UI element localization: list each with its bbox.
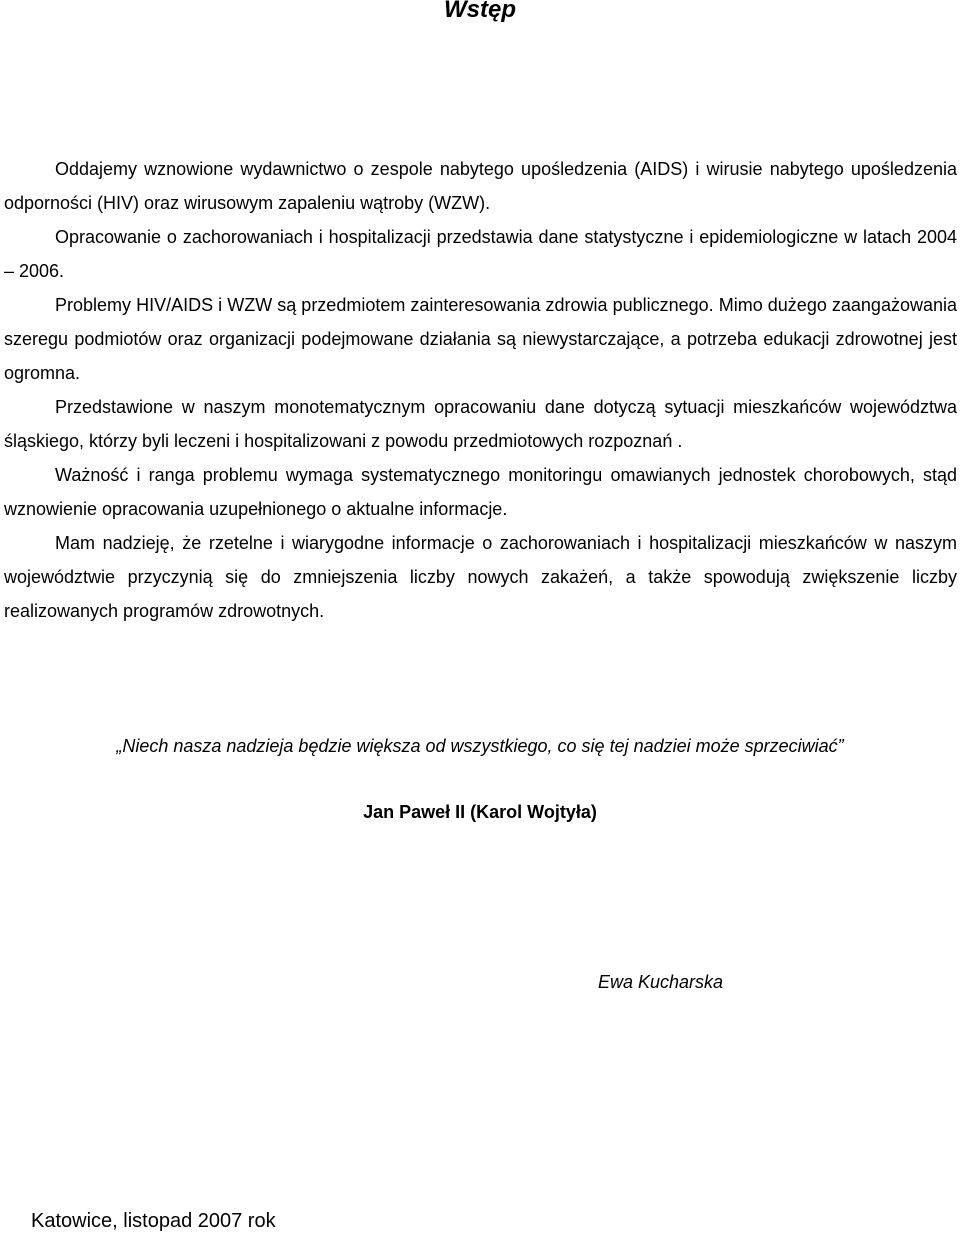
paragraph-public-health: Problemy HIV/AIDS i WZW są przedmiotem zainteresowania zdrowia publicznego. Mimo dużego zaangażowania szeregu podmiotów oraz organizacji podejmowane działania są niewystarczające, a potrzeba edukacji zdrowotnej jest ogromna. <box>4 295 957 383</box>
introduction-body <box>4 152 957 628</box>
place-date: Katowice, listopad 2007 rok <box>31 1210 276 1232</box>
paragraph-region-data: Przedstawione w naszym monotematycznym opracowaniu dane dotyczą sytuacji mieszkańców województwa śląskiego, którzy byli leczeni i hospitalizowani z powodu przedmiotowych rozpoznań . <box>4 397 957 451</box>
quote: „Niech nasza nadzieja będzie większa od wszystkiego, co się tej nadziei może sprzeciwiać” <box>116 736 844 756</box>
paragraph-hope: Mam nadzieję, że rzetelne i wiarygodne informacje o zachorowaniach i hospitalizacji mieszkańców w naszym województwie przyczynią się do zmniejszenia liczby nowych zakażeń, a także spowodują zwiększenie liczby realizowanych programów zdrowotnych. <box>4 533 957 621</box>
paragraph-publication: Oddajemy wznowione wydawnictwo o zespole nabytego upośledzenia (AIDS) i wirusie nabytego upośledzenia odporności (HIV) oraz wirusowym zapaleniu wątroby (WZW). <box>4 159 957 213</box>
quote-author: Jan Paweł II (Karol Wojtyła) <box>363 802 597 822</box>
page-title: Wstęp <box>444 0 516 23</box>
paragraph-study-scope: Opracowanie o zachorowaniach i hospitalizacji przedstawia dane statystyczne i epidemiologiczne w latach 2004 – 2006. <box>4 227 957 281</box>
signature: Ewa Kucharska <box>598 972 724 992</box>
paragraph-monitoring: Ważność i ranga problemu wymaga systematycznego monitoringu omawianych jednostek chorobowych, stąd wznowienie opracowania uzupełnionego o aktualne informacje. <box>4 465 957 519</box>
